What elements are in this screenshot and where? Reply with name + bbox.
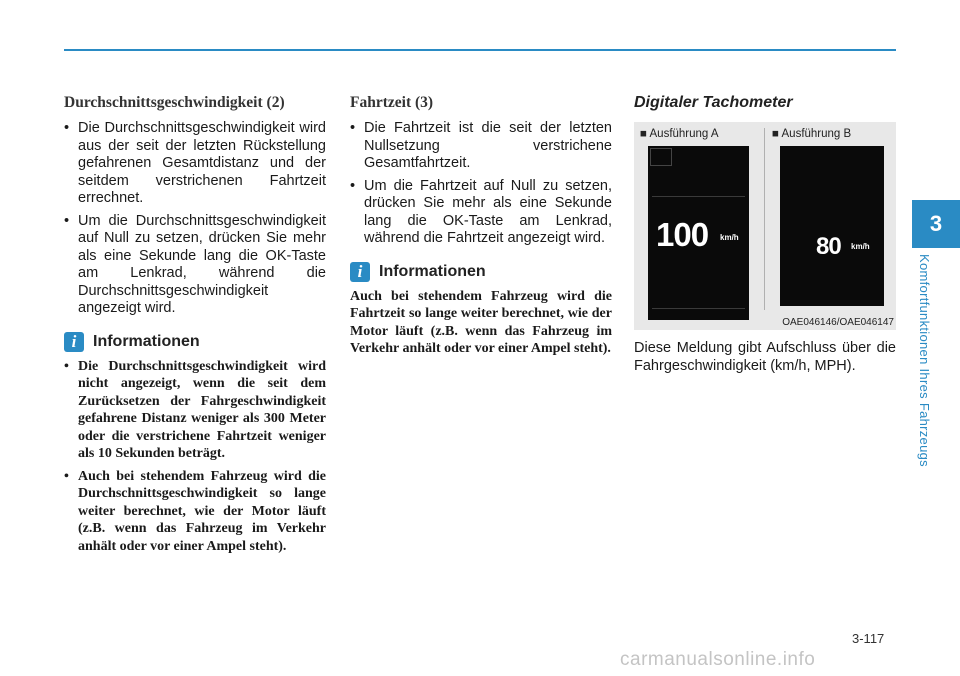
info-header (350, 262, 612, 282)
variant-b-label: ■ Ausführung B (772, 128, 852, 140)
list-item: • Die Durchschnittsgeschwindigkeit wird aus der seit der letzten Rückstellung gefahrenen Gesamtdistanz und der seitdem verstrichenen Fahrtzeit errechnet. (64, 120, 326, 208)
average-speed-heading: Durchschnittsgeschwindigkeit (2) (64, 94, 285, 111)
display-line (652, 196, 745, 197)
top-rule (64, 49, 896, 51)
speedometer-heading: Digitaler Tachometer (634, 94, 793, 111)
info-header (64, 332, 326, 352)
column-digital-speedometer (634, 94, 896, 375)
display-indicator-box (650, 148, 672, 166)
list-item: • Um die Fahrtzeit auf Null zu setzen, drücken Sie mehr als eine Sekunde lang die OK-Taste am Lenkrad, während die Fahrtzeit angezeigt wird. (350, 178, 612, 248)
list-item: • Um die Durchschnittsgeschwindigkeit auf Null zu setzen, drücken Sie mehr als eine Sekunde lang die OK-Taste am Lenkrad, während die Durchschnittsgeschwindigkeit angezeigt wird. (64, 213, 326, 318)
average-speed-list (64, 120, 326, 318)
driving-time-heading: Fahrtzeit (3) (350, 94, 434, 111)
display-variant-a (648, 146, 749, 320)
speedometer-figure (634, 122, 896, 330)
chapter-tab: 3 (912, 200, 960, 248)
page-number: 3-117 (852, 631, 885, 646)
speed-unit-a: km/h (720, 233, 739, 242)
info-title: Informationen (379, 262, 486, 280)
watermark: carmanualsonline.info (620, 649, 816, 670)
list-item: • Die Durchschnittsgeschwindigkeit wird nicht angezeigt, wenn die seit dem Zurücksetzen der Fahrgeschwindigkeit gefahrene Distanz weniger als 300 Meter oder die verstrichene Fahrtzeit weniger als 10 Sekunden beträgt. (64, 358, 326, 463)
speed-value-a: 100 (656, 216, 709, 253)
column-driving-time (350, 94, 612, 358)
info-icon: i (64, 332, 84, 352)
speed-unit-b: km/h (851, 242, 870, 251)
driving-time-list (350, 120, 612, 248)
chapter-title-wrap (908, 254, 956, 490)
list-item: • Auch bei stehendem Fahrzeug wird die Durchschnittsgeschwindigkeit so lange weiter berechnet, wie der Motor läuft (z.B. wenn das Fahrzeug im Verkehr anhält oder vor einer Ampel steht). (64, 468, 326, 556)
display-line (652, 308, 745, 309)
display-variant-b (780, 146, 884, 306)
info-list (64, 358, 326, 556)
figure-code: OAE046146/OAE046147 (782, 317, 894, 328)
variant-a-label: ■ Ausführung A (640, 128, 719, 140)
chapter-title: Komfortfunktionen Ihres Fahrzeugs (917, 254, 932, 467)
speed-value-b: 80 (816, 233, 841, 260)
figure-divider (764, 128, 765, 310)
info-text: Auch bei stehendem Fahrzeug wird die Fahrtzeit so lange weiter berechnet, wie der Motor läuft (z.B. wenn das Fahrzeug im Verkehr anhält oder vor einer Ampel steht). (350, 288, 612, 356)
list-item: • Die Fahrtzeit ist die seit der letzten Nullsetzung verstrichene Gesamtfahrtzeit. (350, 120, 612, 173)
info-icon: i (350, 262, 370, 282)
speedometer-text: Diese Meldung gibt Aufschluss über die Fahrgeschwindigkeit (km/h, MPH). (634, 340, 896, 374)
column-average-speed (64, 94, 326, 560)
info-title: Informationen (93, 332, 200, 350)
